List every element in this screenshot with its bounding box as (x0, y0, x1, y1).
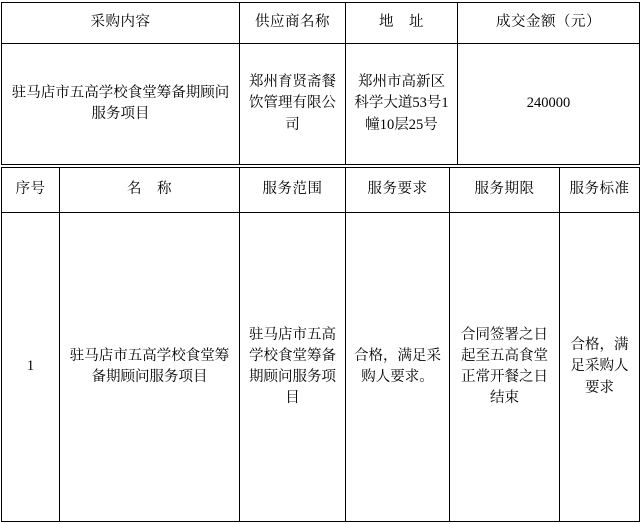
column-header-address: 地 址 (346, 3, 458, 44)
cell-service-name: 驻马店市五高学校食堂筹备期顾问服务项目 (60, 213, 240, 522)
column-header-amount: 成交金额（元） (458, 3, 640, 44)
cell-service-standard: 合格，满足采购人要求 (560, 213, 640, 522)
column-header-name: 名 称 (60, 168, 240, 213)
cell-service-scope: 驻马店市五高学校食堂筹备期顾问服务项目 (240, 213, 346, 522)
service-detail-table (1, 167, 640, 522)
table-row (2, 44, 640, 165)
table-row (2, 213, 640, 522)
cell-service-period: 合同签署之日起至五高食堂正常开餐之日结束 (450, 213, 560, 522)
column-header-content: 采购内容 (2, 3, 240, 44)
cell-procurement-content: 驻马店市五高学校食堂筹备期顾问服务项目 (2, 44, 240, 165)
table-row (2, 168, 640, 213)
column-header-period: 服务期限 (450, 168, 560, 213)
document-page (0, 2, 640, 524)
table-row (2, 3, 640, 44)
procurement-summary-table (1, 2, 640, 165)
column-header-requirement: 服务要求 (346, 168, 450, 213)
column-header-standard: 服务标准 (560, 168, 640, 213)
cell-service-requirement: 合格，满足采购人要求。 (346, 213, 450, 522)
column-header-index: 序号 (2, 168, 60, 213)
cell-deal-amount: 240000 (458, 44, 640, 165)
cell-supplier-address: 郑州市高新区科学大道53号1幢10层25号 (346, 44, 458, 165)
column-header-supplier: 供应商名称 (240, 3, 346, 44)
column-header-scope: 服务范围 (240, 168, 346, 213)
cell-supplier-name: 郑州育贤斋餐饮管理有限公司 (240, 44, 346, 165)
cell-index: 1 (2, 213, 60, 522)
